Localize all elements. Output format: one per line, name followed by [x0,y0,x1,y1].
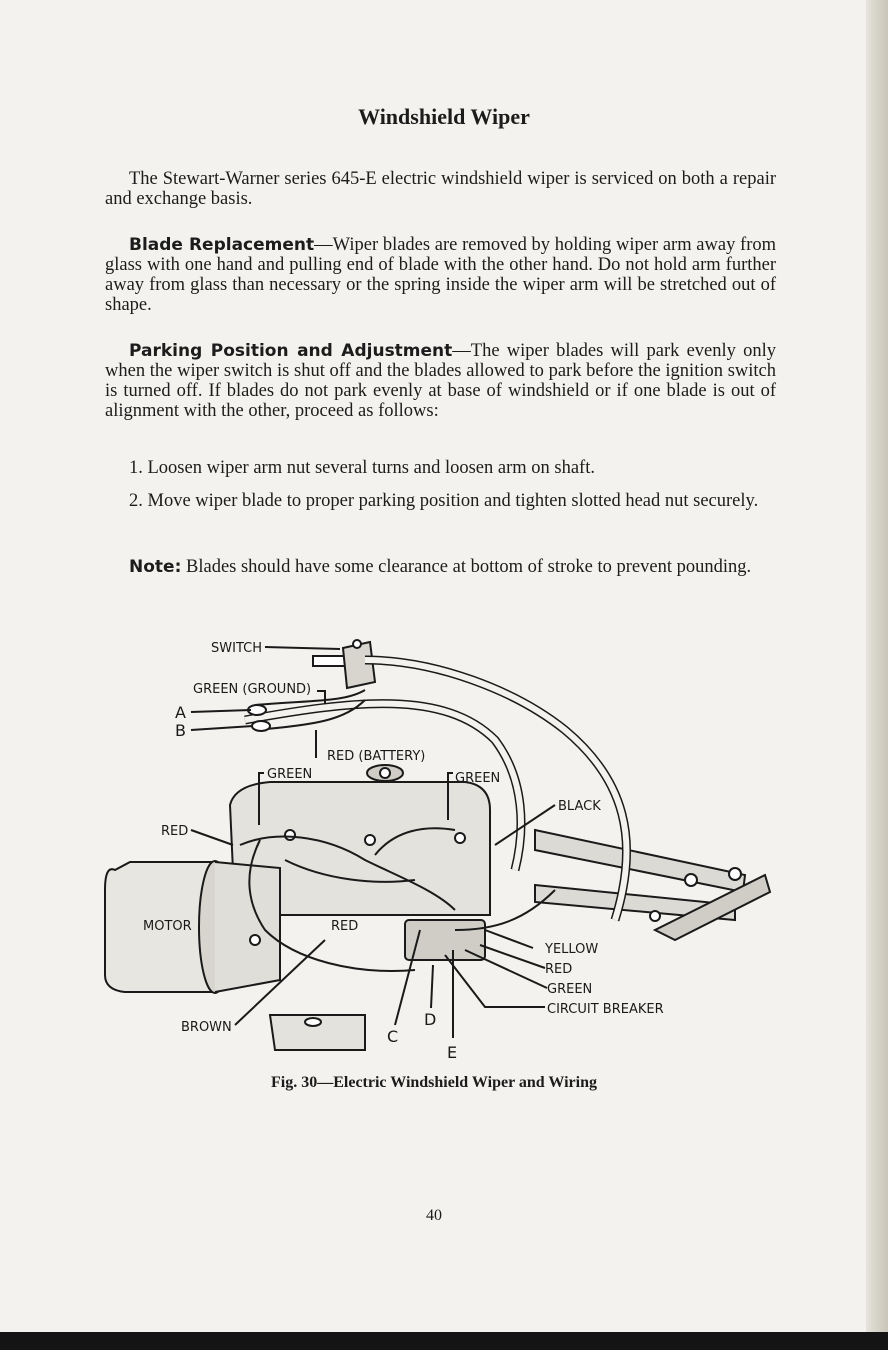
parking-body: —The wiper blades will park evenly only when the wiper switch is shut off and the blades allowed to park before the ignition switch is turned off. If blades do not park evenly at base of windshield or if one blade is out of alignment with the other, proceed as follows: [105,341,777,421]
figure-caption: Fig. 30—Electric Windshield Wiper and Wiring [271,1074,597,1091]
terminal-b [252,721,270,731]
label-c: C [387,1027,399,1046]
linkage-bar-upper [535,830,745,892]
label-switch: SWITCH [211,641,262,656]
note-heading: Note: [129,557,182,577]
leader-d [431,965,433,1008]
label-circuit-breaker: CIRCUIT BREAKER [547,1002,664,1017]
leader-red-left [191,830,233,845]
leader-red-right [480,945,545,968]
label-b: B [175,721,186,740]
pivot-bolt-1 [685,874,697,886]
label-red-battery: RED (BATTERY) [327,749,426,764]
page-edge-bottom [0,1332,888,1350]
note-body: Blades should have some clearance at bottom of stroke to prevent pounding. [181,557,752,577]
page-edge-right [866,0,888,1332]
leader-b [191,726,253,730]
intro-paragraph: The Stewart-Warner series 645-E electric windshield wiper is serviced on both a repair and exchange basis. [105,169,776,209]
parking-paragraph [105,341,776,421]
label-a: A [175,703,186,722]
wiper-wiring-diagram [95,630,785,1070]
housing-cap-bolt [380,768,390,778]
pivot-bolt-2 [729,868,741,880]
leader-yellow [485,930,533,948]
switch-knob [353,640,361,648]
pivot-bolt-3 [650,911,660,921]
parking-heading: Parking Position and Adjustment [129,341,453,361]
screw-2 [365,835,375,845]
screw-3 [455,833,465,843]
leader-green-bottom [465,950,547,988]
label-black: BLACK [558,799,601,814]
motor-terminal [250,935,260,945]
label-motor: MOTOR [143,919,192,934]
label-d: D [424,1010,437,1029]
blade-replacement-paragraph [105,235,776,315]
label-green-right: GREEN [455,771,501,786]
screw-1 [285,830,295,840]
label-red-right: RED [545,962,573,977]
label-green-bottom: GREEN [547,982,593,997]
step-2: 2. Move wiper blade to proper parking position and tighten slotted head nut securely. [129,491,759,511]
label-green-left: GREEN [267,767,313,782]
leader-a [191,710,251,712]
bracket-slot [305,1018,321,1026]
motor-neck [215,862,280,992]
label-yellow: YELLOW [545,942,599,957]
leader-green-ground [317,691,325,704]
step-1: 1. Loosen wiper arm nut several turns and loosen arm on shaft. [129,458,595,478]
leader-switch [265,647,340,649]
label-red-left: RED [161,824,189,839]
switch-body [343,642,375,688]
note-paragraph [105,557,776,577]
label-e: E [447,1043,458,1062]
blade-replacement-body: —Wiper blades are removed by holding wiper arm away from glass with one hand and pulling end of blade with the other hand. Do not hold arm further away from glass than necessary or the spring inside the wiper arm will be stretched out of shape. [105,235,776,315]
label-green-ground: GREEN (GROUND) [193,682,312,697]
blade-replacement-heading: Blade Replacement [129,235,315,255]
page-title: Windshield Wiper [358,104,530,129]
page-number: 40 [426,1207,442,1224]
label-red-center: RED [331,919,359,934]
label-brown: BROWN [181,1020,232,1035]
